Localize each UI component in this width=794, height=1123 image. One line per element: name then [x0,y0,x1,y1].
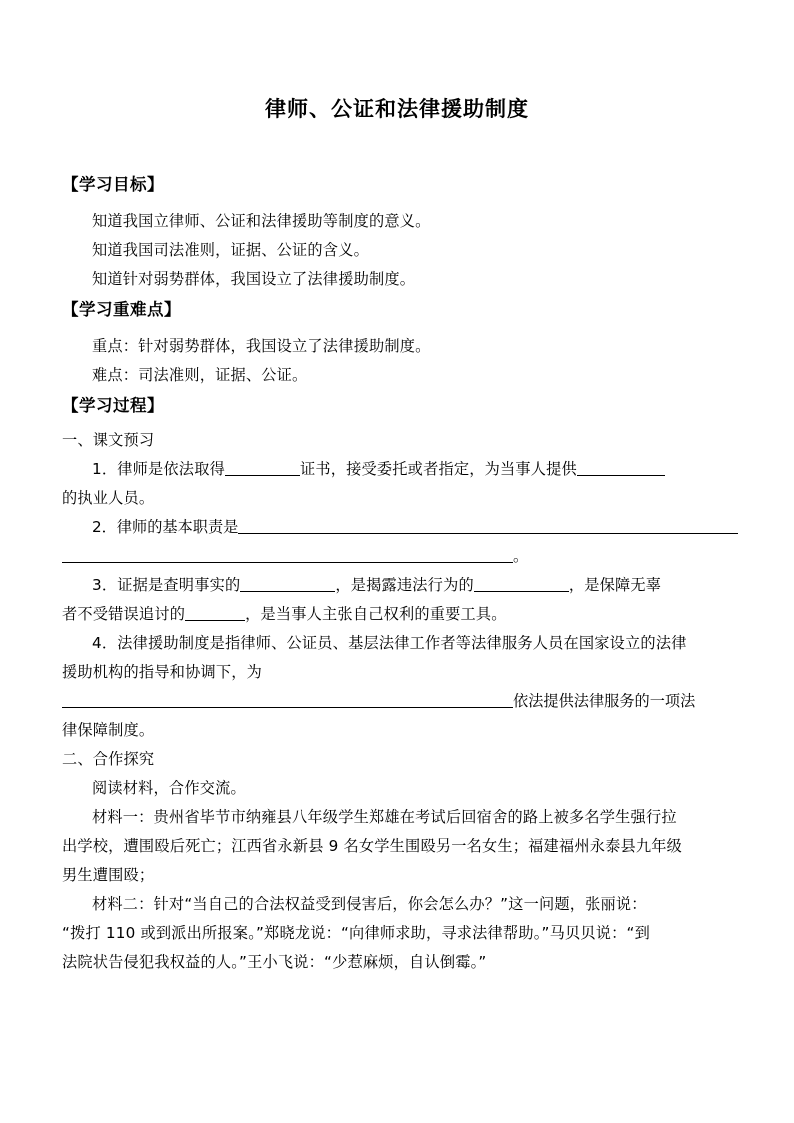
question-4-blank-1[interactable] [62,691,513,708]
question-1-continued: 的执业人员。 [62,489,155,508]
spacer [62,123,732,141]
spacer [62,418,732,426]
question-4: 4．法律援助制度是指律师、公证员、基层法律工作者等法律服务人员在国家设立的法律 [92,634,687,653]
question-3-text-b: ，是揭露违法行为的 [335,576,474,595]
material-two-line-2: “拨打 110 或到派出所报案。”郑晓龙说：“向律师求助，寻求法律帮助。”马贝贝说：“到 [62,924,650,943]
material-one-line-2: 出学校，遭围殴后死亡；江西省永新县 9 名女学生围殴另一名女生；福建福州永泰县九年级 [62,837,683,856]
question-3-text-d: 者不受错误追讨的 [62,605,186,624]
question-4-line-4: 律保障制度。 [62,721,155,740]
part-one-label: 一、课文预习 [62,431,155,450]
key-points-heading: 【学习重难点】 [62,300,181,320]
question-3-continued [62,600,732,629]
question-1-text-a: 1．律师是依法取得 [92,460,225,479]
document-content [62,0,732,977]
objective-item-1: 知道我国立律师、公证和法律援助等制度的意义。 [92,212,431,231]
spacer [62,141,732,159]
part-two-instruction: 阅读材料，合作交流。 [92,779,246,798]
question-3-blank-2[interactable] [474,575,569,592]
question-2-text: 2．律师的基本职责是 [92,518,239,537]
question-2-continued [62,542,732,571]
material-two-line-3: 法院状告侵犯我权益的人。”王小飞说：“少惹麻烦，自认倒霉。” [62,953,487,972]
question-1-blank-1[interactable] [225,459,300,476]
key-point-item-1: 重点：针对弱势群体，我国设立了法律援助制度。 [92,337,431,356]
material-one-line-1: 材料一：贵州省毕节市纳雍县八年级学生郑雄在考试后回宿舍的路上被多名学生强行拉 [92,808,677,827]
spacer [62,322,732,332]
spacer [62,197,732,207]
spacer [62,159,732,173]
question-3-text-c: ，是保障无辜 [568,576,662,595]
question-3-text-e: ，是当事人主张自己权利的重要工具。 [245,605,507,624]
question-3-blank-3[interactable] [185,604,245,621]
objective-item-3: 知道针对弱势群体，我国设立了法律援助制度。 [92,270,416,289]
question-1 [62,455,732,484]
process-heading: 【学习过程】 [62,396,164,416]
question-4-line-2: 援助机构的指导和协调下，为 [62,663,263,682]
objectives-heading: 【学习目标】 [62,175,164,195]
question-2-blank-2[interactable] [62,546,513,563]
page-title: 律师、公证和法律援助制度 [265,97,529,121]
question-3 [62,571,732,600]
part-two-label: 二、合作探究 [62,750,155,769]
material-two-line-1: 材料二：针对“当自己的合法权益受到侵害后，你会怎么办？”这一问题，张丽说： [92,895,647,914]
question-1-text-b: 证书，接受委托或者指定，为当事人提供 [299,460,577,479]
question-3-text-a: 3．证据是查明事实的 [92,576,241,595]
question-4-line-3 [62,687,732,716]
question-3-blank-1[interactable] [240,575,335,592]
question-2-period: 。 [513,547,529,566]
question-2-blank-1[interactable] [238,517,738,534]
question-2 [62,513,732,542]
question-4-text-c: 依法提供法律服务的一项法 [513,692,696,711]
question-1-blank-2[interactable] [577,459,665,476]
key-point-item-2: 难点：司法准则，证据、公证。 [92,366,308,385]
material-one-line-3: 男生遭围殴； [62,866,155,885]
objective-item-2: 知道我国司法准则，证据、公证的含义。 [92,241,369,260]
